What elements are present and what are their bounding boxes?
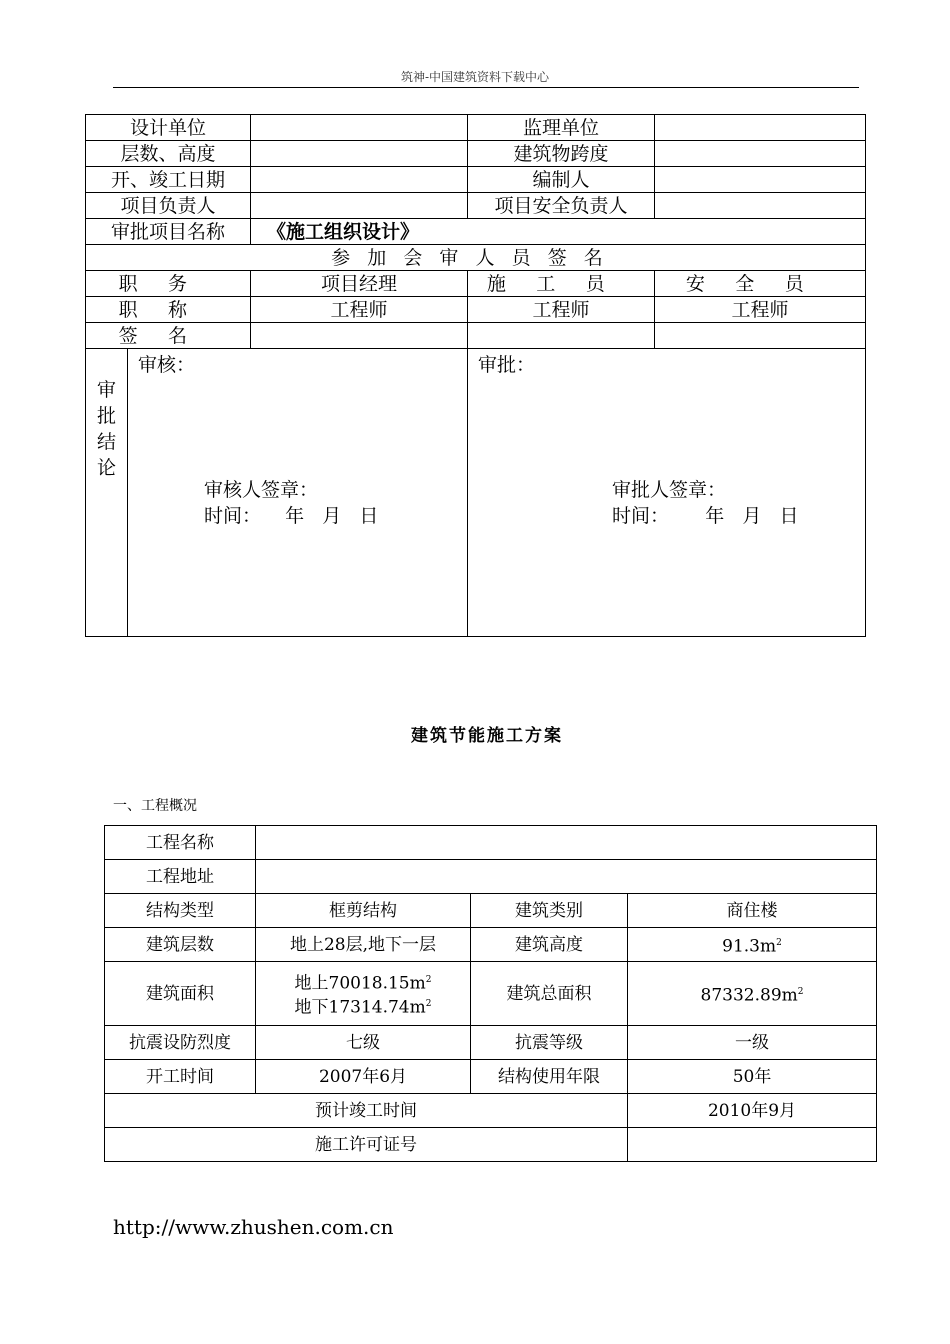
- permit-value: [628, 1128, 877, 1162]
- dates-label: 开、竣工日期: [86, 167, 251, 193]
- conclusion-char: 批: [96, 405, 116, 427]
- approve-heading: 审批：: [478, 354, 536, 376]
- project-leader-value: [251, 193, 468, 219]
- table-row: [86, 271, 866, 297]
- area-label: 建筑面积: [105, 962, 256, 1026]
- page-header: 筑神-中国建筑资料下载中心: [400, 70, 550, 84]
- floors-value: 地上28层,地下一层: [256, 928, 471, 962]
- building-span-value: [655, 141, 866, 167]
- safety-leader-value: [655, 193, 866, 219]
- supervision-unit-value: [655, 115, 866, 141]
- document-title: 建筑节能施工方案: [411, 726, 563, 746]
- height-label: 建筑高度: [471, 928, 628, 962]
- conclusion-label: [86, 349, 128, 637]
- seismic-intensity-value: 七级: [256, 1026, 471, 1060]
- building-category-value: 商住楼: [628, 894, 877, 928]
- conclusion-char: 审: [96, 379, 116, 401]
- seismic-grade-label: 抗震等级: [471, 1026, 628, 1060]
- approve-signer: 审批人签章：: [612, 479, 727, 501]
- building-category-label: 建筑类别: [471, 894, 628, 928]
- approval-project-label: 审批项目名称: [86, 219, 251, 245]
- approve-signature: [612, 477, 798, 529]
- title-label: 职称: [86, 297, 251, 323]
- area-above-superscript: 2: [425, 974, 432, 985]
- review-time: 时间： 年 月 日: [204, 505, 379, 527]
- total-area-number: 87332.89m: [700, 985, 798, 1006]
- review-heading: 审核：: [138, 354, 196, 376]
- service-life-label: 结构使用年限: [471, 1060, 628, 1094]
- project-name-label: 工程名称: [105, 826, 256, 860]
- sign-field-2: [468, 323, 655, 349]
- design-unit-value: [251, 115, 468, 141]
- area-above-line: [256, 970, 470, 994]
- structure-type-label: 结构类型: [105, 894, 256, 928]
- table-row: [105, 826, 877, 860]
- total-area-label: 建筑总面积: [471, 962, 628, 1026]
- seismic-grade-value: 一级: [628, 1026, 877, 1060]
- duty-col-1: 项目经理: [251, 271, 468, 297]
- project-address-value: [256, 860, 877, 894]
- project-name-value: [256, 826, 877, 860]
- section-heading: 一、工程概况: [113, 798, 197, 814]
- height-unit-superscript: 2: [776, 937, 782, 948]
- safety-leader-label: 项目安全负责人: [468, 193, 655, 219]
- table-row: [105, 928, 877, 962]
- approve-box: [468, 349, 866, 637]
- total-area-superscript: 2: [797, 986, 804, 997]
- review-box: [128, 349, 468, 637]
- table-row: [105, 1026, 877, 1060]
- review-signer: 审核人签章：: [204, 479, 319, 501]
- table-row: [86, 193, 866, 219]
- table-row: [105, 962, 877, 1026]
- header-rule: [113, 87, 859, 88]
- table-row: [105, 894, 877, 928]
- seismic-intensity-label: 抗震设防烈度: [105, 1026, 256, 1060]
- title-col-1: 工程师: [251, 297, 468, 323]
- completion-value: 2010年9月: [628, 1094, 877, 1128]
- floors-height-label: 层数、高度: [86, 141, 251, 167]
- area-below-superscript: 2: [425, 998, 432, 1009]
- footer-url: http://www.zhushen.com.cn: [113, 1215, 394, 1239]
- approval-table: [85, 114, 866, 637]
- area-below-line: [256, 994, 470, 1018]
- table-row: [105, 1128, 877, 1162]
- participants-title: 参加会审人员签名: [86, 245, 866, 271]
- area-below: 地下17314.74m: [294, 997, 426, 1018]
- table-row: [86, 323, 866, 349]
- compiler-value: [655, 167, 866, 193]
- area-value: [256, 962, 471, 1026]
- duty-col-3: 安全员: [655, 271, 866, 297]
- table-row: [86, 141, 866, 167]
- dates-value: [251, 167, 468, 193]
- structure-type-value: 框剪结构: [256, 894, 471, 928]
- title-col-3: 工程师: [655, 297, 866, 323]
- title-col-2: 工程师: [468, 297, 655, 323]
- duty-col-2: 施工员: [468, 271, 655, 297]
- supervision-unit-label: 监理单位: [468, 115, 655, 141]
- table-row: [105, 860, 877, 894]
- building-span-label: 建筑物跨度: [468, 141, 655, 167]
- area-above: 地上70018.15m: [294, 973, 426, 994]
- overview-table: [104, 825, 877, 1162]
- conclusion-char: 论: [96, 457, 116, 479]
- service-life-value: 50年: [628, 1060, 877, 1094]
- sign-label: 签名: [86, 323, 251, 349]
- sign-field-1: [251, 323, 468, 349]
- compiler-label: 编制人: [468, 167, 655, 193]
- table-row: [86, 115, 866, 141]
- approval-project-value: 《施工组织设计》: [251, 219, 866, 245]
- height-value: [628, 928, 877, 962]
- floors-label: 建筑层数: [105, 928, 256, 962]
- table-row: [86, 219, 866, 245]
- design-unit-label: 设计单位: [86, 115, 251, 141]
- project-leader-label: 项目负责人: [86, 193, 251, 219]
- table-row: [86, 297, 866, 323]
- permit-label: 施工许可证号: [105, 1128, 628, 1162]
- table-row: [105, 1094, 877, 1128]
- table-row: [86, 167, 866, 193]
- review-signature: [204, 477, 378, 529]
- table-row: [86, 245, 866, 271]
- conclusion-row: [86, 349, 866, 637]
- sign-field-3: [655, 323, 866, 349]
- duty-label: 职务: [86, 271, 251, 297]
- height-number: 91.3m: [722, 936, 777, 957]
- total-area-value: [628, 962, 877, 1026]
- approve-time: 时间： 年 月 日: [612, 505, 799, 527]
- floors-height-value: [251, 141, 468, 167]
- start-time-label: 开工时间: [105, 1060, 256, 1094]
- completion-label: 预计竣工时间: [105, 1094, 628, 1128]
- project-address-label: 工程地址: [105, 860, 256, 894]
- start-time-value: 2007年6月: [256, 1060, 471, 1094]
- conclusion-char: 结: [96, 431, 116, 453]
- table-row: [105, 1060, 877, 1094]
